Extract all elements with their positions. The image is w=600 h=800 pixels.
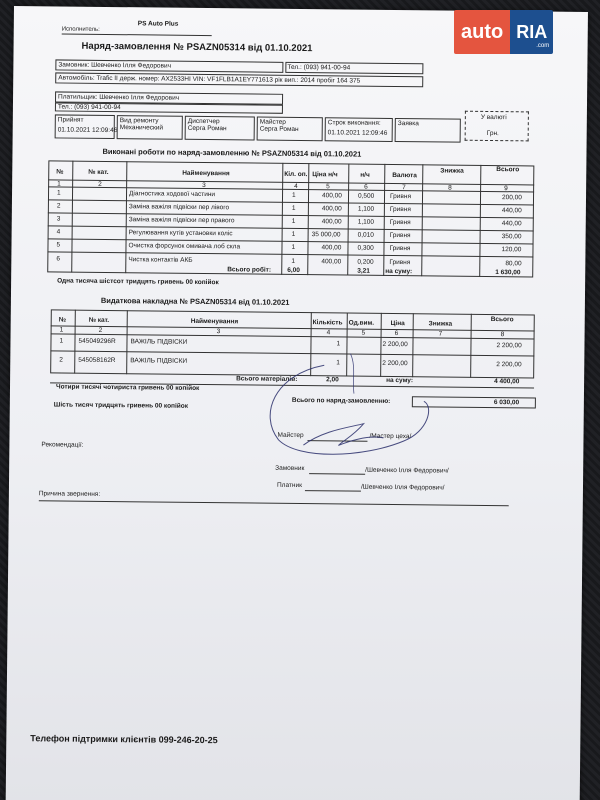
payer-field: Платильщик: Шевченко Ілля Федорович	[58, 93, 180, 102]
recommendations-label: Рекомендації:	[41, 441, 84, 449]
grand-total-label: Всього по наряд-замовленню:	[291, 396, 391, 405]
info-received-value: 01.10.2021 12:09:46	[57, 126, 118, 135]
row-total: 200,00	[501, 194, 522, 202]
row-total: 440,00	[501, 207, 522, 215]
materials-colnum: 7	[438, 330, 443, 338]
document-title: Наряд-замовлення № PSAZN05314 від 01.10.2021	[81, 40, 313, 55]
works-col-total: Всього	[496, 166, 520, 174]
works-colnum: 3	[202, 181, 206, 190]
row-name: Заміна важіля підвіски пер правого	[128, 216, 235, 225]
materials-col-unit: Од.вим.	[348, 319, 375, 327]
works-total-label: Всього робіт:	[227, 266, 272, 274]
executor-label: Исполнитель:	[61, 26, 100, 33]
materials-sum-words: Чотири тисячі чотириста гривень 00 копійок	[55, 383, 200, 392]
row-qty: 1	[291, 191, 296, 199]
materials-col-cat: № кат.	[88, 316, 110, 325]
executor-name: PS Auto Plus	[137, 20, 179, 28]
row-price: 400,00	[321, 218, 342, 226]
row-qty: 1	[291, 204, 296, 212]
row-price: 2 200,00	[382, 359, 408, 368]
row-n: 4	[56, 228, 61, 236]
row-name: Діагностика ходової частини	[129, 190, 216, 199]
row-cat: 545058162R	[78, 356, 116, 365]
customer-field: Замовник: Шевченко Ілля Федорович	[58, 61, 172, 70]
info-received-label: Прийнят	[57, 116, 84, 124]
info-dispatcher-value: Серга Роман	[187, 124, 227, 133]
row-name: ВАЖІЛЬ ПІДВІСКИ	[130, 338, 188, 346]
works-col-hours: н/ч	[360, 171, 370, 179]
row-qty: 1	[291, 217, 296, 225]
materials-total-label: Всього матеріалів:	[236, 375, 298, 383]
materials-col-qty: Кількість	[312, 319, 343, 327]
row-qty: 1	[336, 340, 341, 348]
info-master-value: Серга Роман	[259, 125, 299, 133]
materials-colnum: 8	[500, 331, 505, 339]
materials-col-price: Ціна	[390, 319, 405, 328]
row-hours: 0,300	[357, 244, 374, 252]
car-field: Автомобіль: Trafic II держ. номер: AX2533HI VIN: VF1FLB1A1EY771613 рік вип.: 2014 пробіг 164 375	[58, 74, 361, 85]
row-hours: 1,100	[357, 205, 375, 213]
grand-total-value: 6 030,00	[493, 399, 520, 407]
currency-label: У валюті	[480, 113, 507, 122]
watermark-ria	[510, 10, 553, 54]
materials-col-total: Всього	[490, 316, 514, 324]
row-currency: Гривня	[389, 218, 411, 227]
materials-col-discount: Знижка	[428, 320, 453, 328]
support-phone: Телефон підтримки клієнтів 099-246-20-25	[30, 733, 218, 746]
row-currency: Гривня	[389, 205, 411, 214]
works-col-price: Ціна н/ч	[312, 171, 338, 179]
row-total: 120,00	[501, 246, 522, 254]
handwritten-signature	[243, 340, 444, 466]
materials-colnum: 1	[59, 326, 64, 334]
info-request-label: Заявка	[397, 120, 419, 128]
row-currency: Гривня	[389, 192, 412, 201]
materials-colnum: 6	[394, 330, 399, 338]
row-qty: 1	[291, 243, 296, 251]
row-currency: Гривня	[389, 258, 411, 267]
materials-col-n: №	[58, 316, 67, 324]
materials-title: Видаткова накладна № PSAZN05314 від 01.10.2021	[100, 295, 290, 307]
works-col-n: №	[56, 168, 64, 176]
watermark-ria-text: RIA	[516, 21, 548, 42]
works-colnum: 7	[402, 184, 406, 192]
materials-sum-label: на суму:	[386, 376, 414, 385]
row-name: Регулювання кутів установки коліс	[128, 229, 233, 238]
works-colnum: 2	[98, 180, 102, 188]
row-total: 440,00	[501, 220, 522, 228]
works-colnum: 1	[57, 180, 61, 188]
works-sum: 1 630,00	[495, 269, 521, 277]
reason-label: Причина звернення:	[38, 490, 101, 498]
works-sum-words: Одна тисяча шістсот тридцять гривень 00 копійок	[57, 277, 219, 287]
works-total-hours: 3,21	[357, 267, 370, 275]
works-col-qty: Кіл. оп.	[284, 170, 308, 179]
works-title: Виконані роботи по наряд-замовленню № PSAZN05314 від 01.10.2021	[102, 146, 362, 159]
info-deadline-value: 01.10.2021 12:09:46	[327, 129, 388, 137]
customer-phone: Тел.: (093) 941-00-94	[287, 63, 351, 72]
works-total-qty: 6,00	[287, 266, 300, 275]
row-price: 2 200,00	[382, 340, 408, 349]
payer-phone: Тел.: (093) 941-00-94	[57, 103, 121, 112]
materials-colnum: 2	[98, 326, 103, 334]
row-n: 5	[56, 241, 61, 249]
row-n: 1	[57, 189, 61, 197]
materials-col-name: Найменування	[190, 317, 239, 326]
row-hours: 0,500	[357, 192, 375, 200]
row-total: 350,00	[501, 233, 522, 241]
work-order-document	[6, 6, 588, 800]
works-colnum: 8	[448, 184, 452, 192]
row-price: 35 000,00	[311, 231, 341, 239]
row-n: 1	[59, 337, 64, 345]
works-colnum: 6	[364, 183, 368, 191]
row-qty: 1	[291, 257, 296, 265]
autoria-watermark	[454, 10, 588, 54]
materials-sum: 4 400,00	[494, 378, 520, 386]
row-total: 2 200,00	[496, 342, 522, 350]
master-role: /Мастер цеха/	[369, 432, 412, 441]
row-name: Очистка форсунок омивача лоб скла	[128, 242, 241, 251]
row-name: Заміна важіля підвіски пер лівого	[128, 203, 230, 212]
master-label: Майстер	[277, 431, 304, 440]
row-price: 400,00	[321, 192, 342, 200]
works-col-name: Найменування	[182, 169, 230, 178]
materials-colnum: 5	[361, 329, 366, 337]
works-sum-label: на суму:	[385, 267, 413, 276]
materials-colnum: 4	[326, 329, 331, 337]
row-qty: 1	[291, 230, 296, 238]
row-price: 400,00	[321, 258, 342, 266]
watermark-auto: auto	[454, 10, 510, 54]
payer-sign-name: /Шевченко Ілля Федорович/	[360, 483, 445, 492]
currency-value: Грн.	[486, 129, 499, 138]
grand-total-words: Шість тисяч тридцять гривень 00 копійок	[53, 401, 189, 410]
works-col-cat: № кат.	[88, 168, 109, 176]
customer-sign-name: /Шевченко Ілля Федорович/	[365, 466, 449, 475]
row-currency: Гривня	[389, 231, 411, 240]
materials-colnum: 3	[216, 328, 221, 336]
row-cat: 545049296R	[78, 337, 116, 346]
works-colnum: 9	[504, 185, 508, 193]
info-master-label: Майстер	[259, 118, 286, 126]
works-colnum: 4	[294, 182, 298, 190]
row-currency: Гривня	[389, 244, 411, 253]
info-repair-label: Вид ремонту	[119, 117, 159, 125]
row-n: 2	[56, 202, 61, 210]
row-n: 2	[59, 356, 63, 364]
row-qty: 1	[336, 359, 340, 367]
info-deadline-label: Строк виконання:	[327, 119, 381, 127]
customer-sign-label: Замовник	[275, 464, 305, 473]
row-hours: 1,100	[357, 218, 375, 226]
works-col-discount: Знижка	[440, 167, 464, 175]
watermark-suffix: .com	[536, 43, 550, 49]
row-n: 6	[56, 255, 61, 263]
info-dispatcher-label: Диспетчер	[187, 117, 220, 126]
row-price: 400,00	[321, 205, 342, 213]
row-name: Чистка контактів АКБ	[128, 256, 193, 264]
materials-total-qty: 2,00	[326, 376, 339, 384]
row-hours: 0,200	[357, 258, 374, 266]
row-n: 3	[56, 215, 61, 223]
info-repair-value: Механический	[119, 124, 164, 132]
works-colnum: 5	[326, 183, 330, 191]
row-hours: 0,010	[357, 231, 374, 239]
works-col-currency: Валюта	[392, 171, 417, 180]
row-total: 2 200,00	[496, 361, 522, 369]
payer-sign-label: Платник	[276, 481, 303, 490]
row-price: 400,00	[321, 244, 342, 252]
row-total: 80,00	[505, 260, 522, 268]
row-name: ВАЖІЛЬ ПІДВІСКИ	[130, 357, 188, 365]
